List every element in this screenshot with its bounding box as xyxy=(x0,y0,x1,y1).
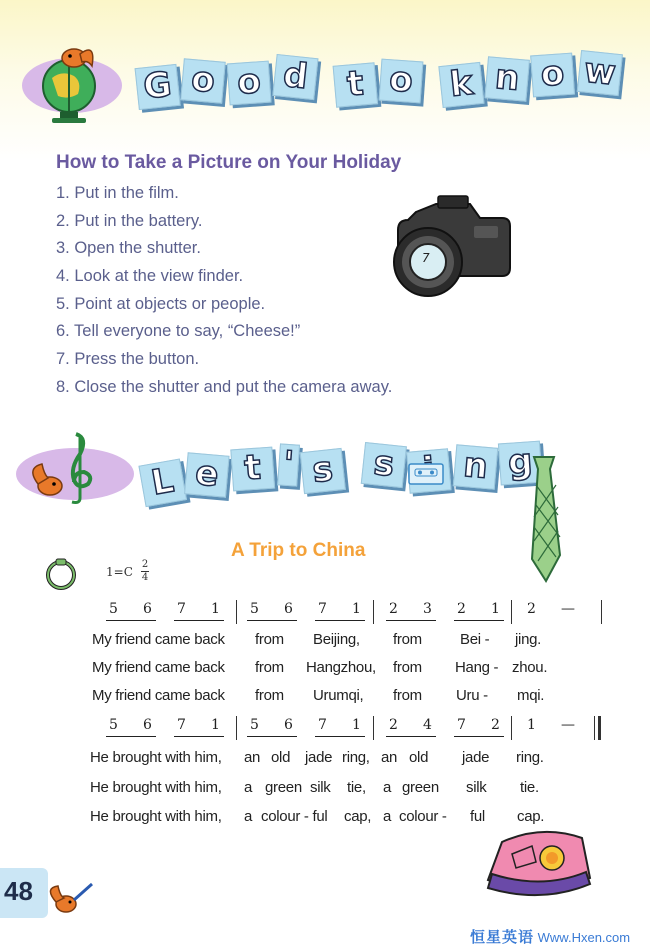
note: 5 xyxy=(109,717,118,733)
note: 1 xyxy=(527,717,536,733)
lyric: a xyxy=(244,779,253,796)
song-key: 1=C xyxy=(106,565,133,579)
note: 6 xyxy=(284,601,293,617)
watermark xyxy=(470,926,630,947)
note: — xyxy=(561,601,575,617)
list-item: 1. Put in the film. xyxy=(56,184,179,202)
lyric: Hang - xyxy=(455,659,499,676)
beam xyxy=(386,620,436,621)
squirrel-pencil-icon xyxy=(44,878,96,918)
note: 7 xyxy=(177,601,186,617)
beam xyxy=(247,736,297,737)
beam xyxy=(454,736,504,737)
lyric: from xyxy=(255,631,284,648)
beam xyxy=(315,736,365,737)
tie-icon xyxy=(520,455,566,585)
title-tile: s xyxy=(300,448,346,494)
bar-line xyxy=(601,600,602,624)
lets-sing-title xyxy=(140,441,546,504)
note: 2 xyxy=(389,717,398,733)
note: 7 xyxy=(318,601,327,617)
lyric: from xyxy=(393,687,422,704)
picture-guide-title: How to Take a Picture on Your Holiday xyxy=(56,152,402,173)
camera-icon xyxy=(388,190,516,302)
lyric: colour - ful xyxy=(261,808,328,825)
bar-line xyxy=(236,600,237,624)
lyric: jade xyxy=(305,749,333,766)
bar-line xyxy=(236,716,237,740)
list-item: 8. Close the shutter and put the camera away. xyxy=(56,377,393,396)
title-tile: k xyxy=(438,62,484,108)
lyric: a xyxy=(383,808,392,825)
lyric: an xyxy=(244,749,261,766)
lyric: Bei - xyxy=(460,631,490,648)
time-top: 2 xyxy=(141,559,149,570)
lyric: zhou. xyxy=(512,659,548,676)
note: 7 xyxy=(177,717,186,733)
globe-squirrel-icon xyxy=(34,40,104,130)
note: 1 xyxy=(352,601,361,617)
lyric: old xyxy=(409,749,429,766)
list-item: 7. Press the button. xyxy=(56,350,200,369)
lyric: ful xyxy=(470,808,485,825)
lyric: tie. xyxy=(520,779,539,796)
jade-ring-icon xyxy=(44,557,78,591)
list-item: 6. Tell everyone to say, “Cheese!” xyxy=(56,322,301,341)
lyric: an xyxy=(381,749,398,766)
note: 4 xyxy=(423,717,432,733)
beam xyxy=(174,620,224,621)
bar-line xyxy=(511,600,512,624)
lyric: ring, xyxy=(342,749,370,766)
cap-icon xyxy=(482,828,596,904)
note: 7 xyxy=(457,717,466,733)
lyric: jing. xyxy=(515,631,542,648)
lyric: jade xyxy=(462,749,490,766)
title-tile: n xyxy=(453,444,499,490)
lyric: silk xyxy=(310,779,331,796)
treble-clef-squirrel-icon xyxy=(28,428,114,508)
lyric: cap, xyxy=(344,808,372,825)
note: — xyxy=(561,717,575,733)
beam xyxy=(386,736,436,737)
title-tile: e xyxy=(184,452,230,498)
title-tile: t xyxy=(230,447,275,492)
title-tile: g xyxy=(498,441,543,486)
note: 7 xyxy=(318,717,327,733)
lyric: mqi. xyxy=(517,687,545,704)
note: 6 xyxy=(284,717,293,733)
lyric: from xyxy=(393,631,422,648)
bar-line xyxy=(373,600,374,624)
list-item: 2. Put in the battery. xyxy=(56,211,203,230)
note: 2 xyxy=(389,601,398,617)
lyric: from xyxy=(255,659,284,676)
title-tile: n xyxy=(484,56,530,102)
lyric: My friend came back xyxy=(92,631,225,648)
beam xyxy=(174,736,224,737)
lyric: He brought with him, xyxy=(90,808,222,825)
song-title: A Trip to China xyxy=(231,540,366,561)
lyric: from xyxy=(255,687,284,704)
lyric: green xyxy=(265,779,302,796)
note: 1 xyxy=(211,717,220,733)
note: 1 xyxy=(352,717,361,733)
beam xyxy=(106,736,156,737)
page-number: 48 xyxy=(4,876,33,906)
note: 2 xyxy=(491,717,500,733)
note: 6 xyxy=(143,717,152,733)
lyric: My friend came back xyxy=(92,687,225,704)
title-tile: o xyxy=(379,59,424,104)
note: 3 xyxy=(423,601,432,617)
title-tile: s xyxy=(361,442,407,488)
title-tile: ' xyxy=(277,443,300,486)
title-tile: d xyxy=(272,54,318,100)
beam xyxy=(106,620,156,621)
lyric: Uru - xyxy=(456,687,488,704)
watermark-cn: 恒星英语 xyxy=(470,929,535,946)
lyric: a xyxy=(383,779,392,796)
beam xyxy=(454,620,504,621)
lyric: Hangzhou, xyxy=(306,659,376,676)
note: 1 xyxy=(211,601,220,617)
final-bar-line xyxy=(598,716,601,740)
title-tile: o xyxy=(530,53,575,98)
lyric: cap. xyxy=(517,808,545,825)
watermark-url: Www.Hxen.com xyxy=(537,930,631,945)
list-item: 4. Look at the view finder. xyxy=(56,267,244,286)
lyric: Beijing, xyxy=(313,631,360,648)
lyric: He brought with him, xyxy=(90,779,222,796)
title-tile: G xyxy=(135,64,181,110)
lyric: He brought with him, xyxy=(90,749,222,766)
time-signature xyxy=(141,560,149,583)
lyric: green xyxy=(402,779,439,796)
time-bottom: 4 xyxy=(141,572,149,583)
final-bar-line xyxy=(594,716,595,740)
lyric: ring. xyxy=(516,749,544,766)
lyric: Urumqi, xyxy=(313,687,364,704)
lyric: My friend came back xyxy=(92,659,225,676)
title-tile: o xyxy=(227,61,272,106)
note: 1 xyxy=(491,601,500,617)
title-tile: o xyxy=(180,58,226,104)
bar-line xyxy=(511,716,512,740)
note: 6 xyxy=(143,601,152,617)
good-to-know-title xyxy=(136,50,624,108)
lyric: colour - xyxy=(399,808,447,825)
picture-steps-list xyxy=(56,180,392,402)
title-tile: t xyxy=(333,62,379,108)
lyric: old xyxy=(271,749,291,766)
lyric: from xyxy=(393,659,422,676)
note: 5 xyxy=(250,717,259,733)
svg-text:7: 7 xyxy=(422,251,430,265)
beam xyxy=(315,620,365,621)
cassette-icon[interactable] xyxy=(408,463,444,485)
bar-line xyxy=(373,716,374,740)
title-tile: L xyxy=(138,459,187,508)
title-tile: w xyxy=(577,50,623,96)
note: 2 xyxy=(527,601,536,617)
list-item: 3. Open the shutter. xyxy=(56,239,201,258)
beam xyxy=(247,620,297,621)
note: 5 xyxy=(109,601,118,617)
list-item: 5. Point at objects or people. xyxy=(56,294,266,313)
note: 5 xyxy=(250,601,259,617)
lyric: a xyxy=(244,808,253,825)
lyric: silk xyxy=(466,779,487,796)
note: 2 xyxy=(457,601,466,617)
lyric: tie, xyxy=(347,779,366,796)
